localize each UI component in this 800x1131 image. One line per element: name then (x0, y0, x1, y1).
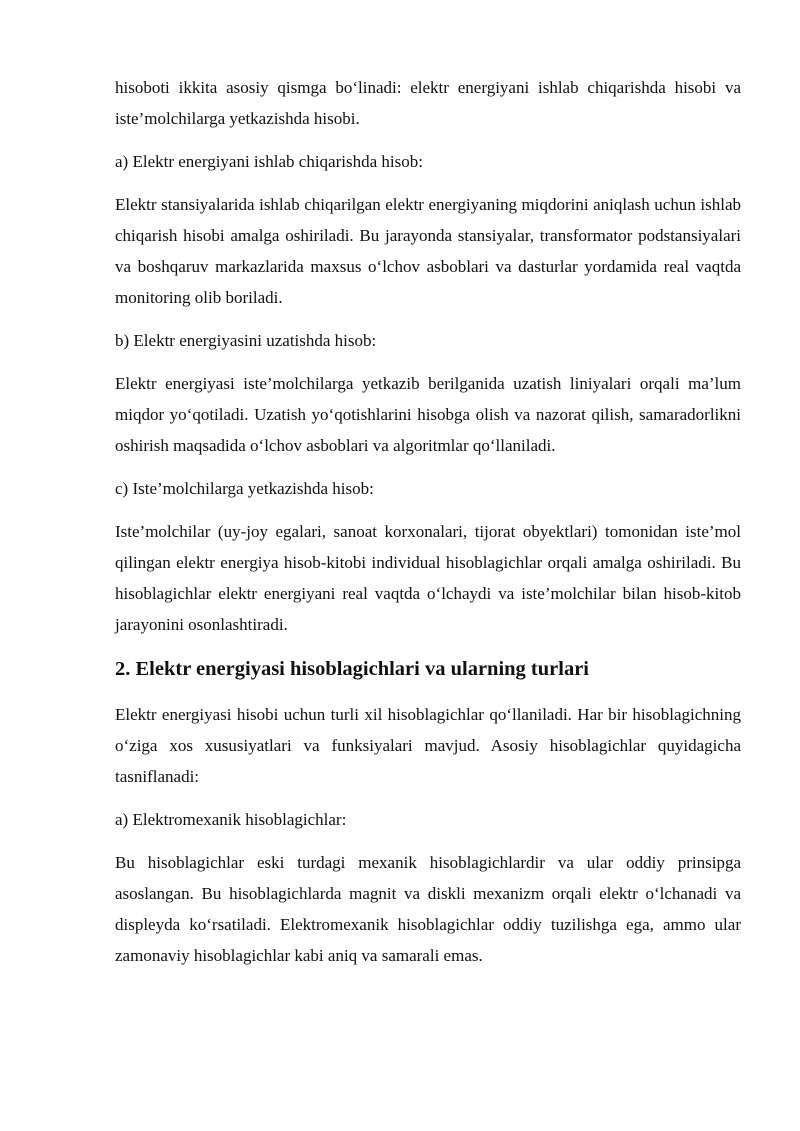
paragraph-transmission: Elektr energiyasi iste’molchilarga yetkazib berilganida uzatish liniyalari orqali ma’lum miqdor yo‘qotiladi. Uzatish yo‘qotishlarini hisobga olish va nazorat qilish, samaradorlikni oshirish maqsadida o‘lchov asboblari va algoritmlar qo‘llaniladi. (115, 374, 741, 455)
document-page (115, 72, 741, 971)
subheading-generation: a) Elektr energiyani ishlab chiqarishda hisob: (115, 152, 423, 171)
paragraph-intro: hisoboti ikkita asosiy qismga bo‘linadi: elektr energiyani ishlab chiqarishda hisobi va iste’molchilarga yetkazishda hisobi. (115, 78, 741, 128)
paragraph-consumers: Iste’molchilar (uy-joy egalari, sanoat korxonalari, tijorat obyektlari) tomonidan iste’mol qilingan elektr energiya hisob-kitobi individual hisoblagichlar orqali amalga oshiriladi. Bu hisoblagichlar elektr energiyani real vaqtda o‘lchaydi va iste’molchilar bilan hisob-kitob jarayonini osonlashtiradi. (115, 522, 741, 634)
paragraph-meters-intro: Elektr energiyasi hisobi uchun turli xil hisoblagichlar qo‘llaniladi. Har bir hisoblagichning o‘ziga xos xususiyatlari va funksiyalari mavjud. Asosiy hisoblagichlar quyidagicha tasniflanadi: (115, 705, 741, 786)
paragraph-generation: Elektr stansiyalarida ishlab chiqarilgan elektr energiyaning miqdorini aniqlash uchun ishlab chiqarish hisobi amalga oshiriladi. Bu jarayonda stansiyalar, transformator podstansiyalari va boshqaruv markazlarida maxsus o‘lchov asboblari va dasturlar yordamida real vaqtda monitoring olib boriladi. (115, 195, 741, 307)
subheading-electromechanical: a) Elektromexanik hisoblagichlar: (115, 810, 347, 829)
subheading-consumers: c) Iste’molchilarga yetkazishda hisob: (115, 479, 374, 498)
section-heading: 2. Elektr energiyasi hisoblagichlari va ularning turlari (115, 658, 589, 680)
paragraph-electromechanical: Bu hisoblagichlar eski turdagi mexanik hisoblagichlardir va ular oddiy prinsipga asoslangan. Bu hisoblagichlarda magnit va diskli mexanizm orqali elektr o‘lchanadi va displeyda ko‘rsatiladi. Elektromexanik hisoblagichlar oddiy tuzilishga ega, ammo ular zamonaviy hisoblagichlar kabi aniq va samarali emas. (115, 853, 741, 965)
subheading-transmission: b) Elektr energiyasini uzatishda hisob: (115, 331, 377, 350)
